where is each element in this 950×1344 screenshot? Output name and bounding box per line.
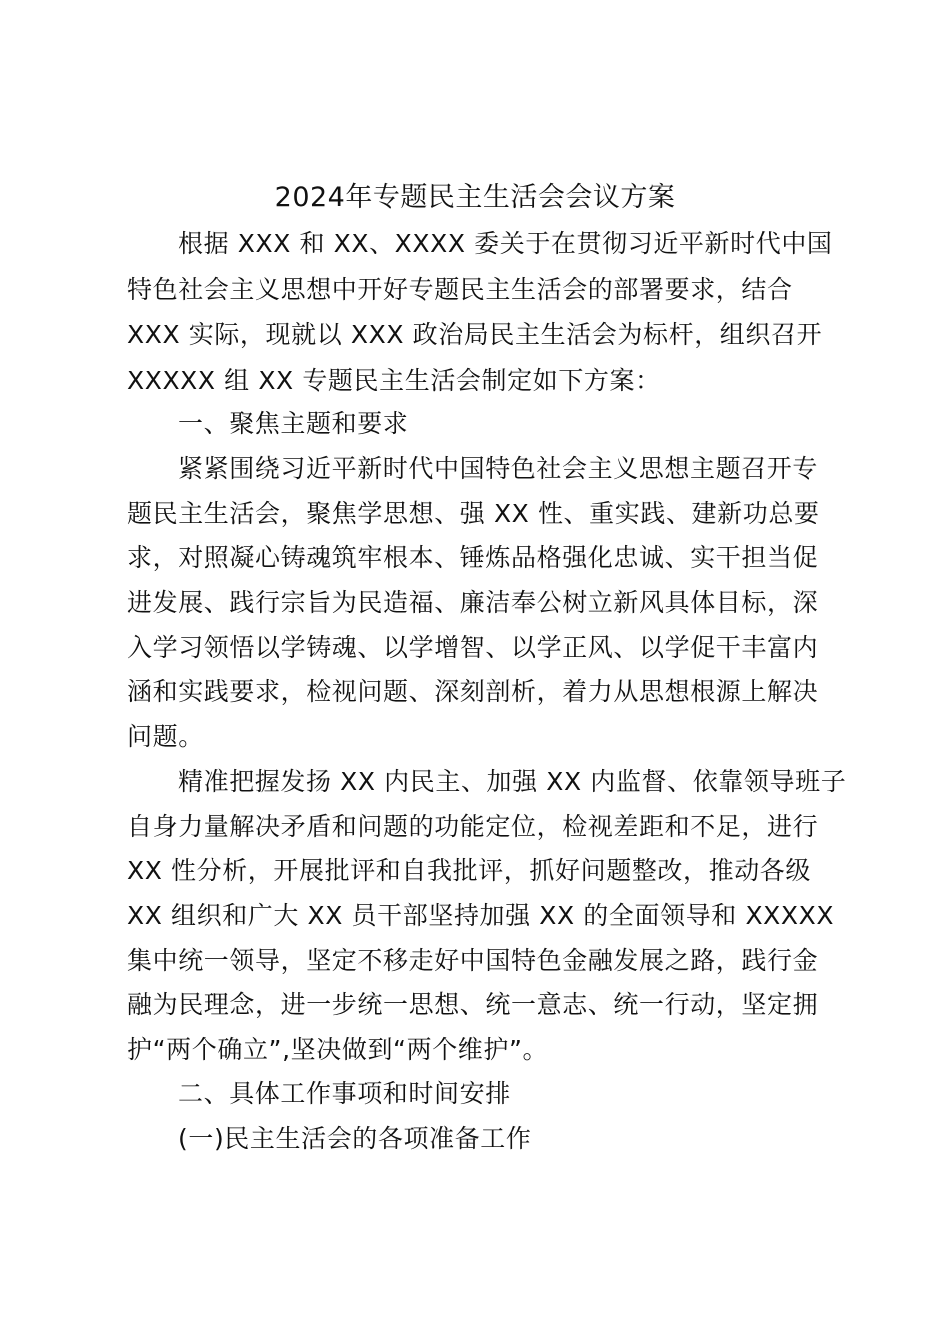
- paragraph-line: 求，对照凝心铸魂筑牢根本、锤炼品格强化忠诚、实干担当促: [127, 543, 819, 572]
- paragraph-line: 问题。: [127, 722, 204, 751]
- section-heading-1: 一、聚焦主题和要求: [178, 409, 409, 438]
- paragraph-line: 进发展、践行宗旨为民造福、廉洁奉公树立新风具体目标，深: [127, 588, 819, 617]
- paragraph-line: 根据 XXX 和 XX、XXXX 委关于在贯彻习近平新时代中国: [178, 229, 833, 258]
- section-heading-2: 二、具体工作事项和时间安排: [178, 1079, 511, 1108]
- paragraph-line: 护“两个确立”,坚决做到“两个维护”。: [127, 1035, 549, 1064]
- paragraph-line: 特色社会主义思想中开好专题民主生活会的部署要求，结合: [127, 275, 793, 304]
- paragraph-line: 精准把握发扬 XX 内民主、加强 XX 内监督、依靠领导班子: [178, 767, 847, 796]
- paragraph-line: 自身力量解决矛盾和问题的功能定位，检视差距和不足，进行: [127, 812, 819, 841]
- paragraph-line: XXX 实际，现就以 XXX 政治局民主生活会为标杆，组织召开: [127, 320, 823, 349]
- paragraph-line: XX 组织和广大 XX 员干部坚持加强 XX 的全面领导和 XXXXX: [127, 901, 835, 930]
- paragraph-line: 紧紧围绕习近平新时代中国特色社会主义思想主题召开专: [178, 454, 819, 483]
- subsection-heading-1: (一)民主生活会的各项准备工作: [178, 1124, 532, 1153]
- paragraph-line: 融为民理念，进一步统一思想、统一意志、统一行动，坚定拥: [127, 990, 819, 1019]
- paragraph-line: 题民主生活会，聚焦学思想、强 XX 性、重实践、建新功总要: [127, 499, 820, 528]
- paragraph-line: 入学习领悟以学铸魂、以学增智、以学正风、以学促干丰富内: [127, 633, 819, 662]
- document-title: 2024年专题民主生活会会议方案: [274, 182, 676, 213]
- paragraph-line: XXXXX 组 XX 专题民主生活会制定如下方案：: [127, 366, 661, 395]
- paragraph-line: 涵和实践要求，检视问题、深刻剖析，着力从思想根源上解决: [127, 677, 819, 706]
- paragraph-line: XX 性分析，开展批评和自我批评，抓好问题整改，推动各级: [127, 856, 812, 885]
- paragraph-line: 集中统一领导，坚定不移走好中国特色金融发展之路，践行金: [127, 946, 819, 975]
